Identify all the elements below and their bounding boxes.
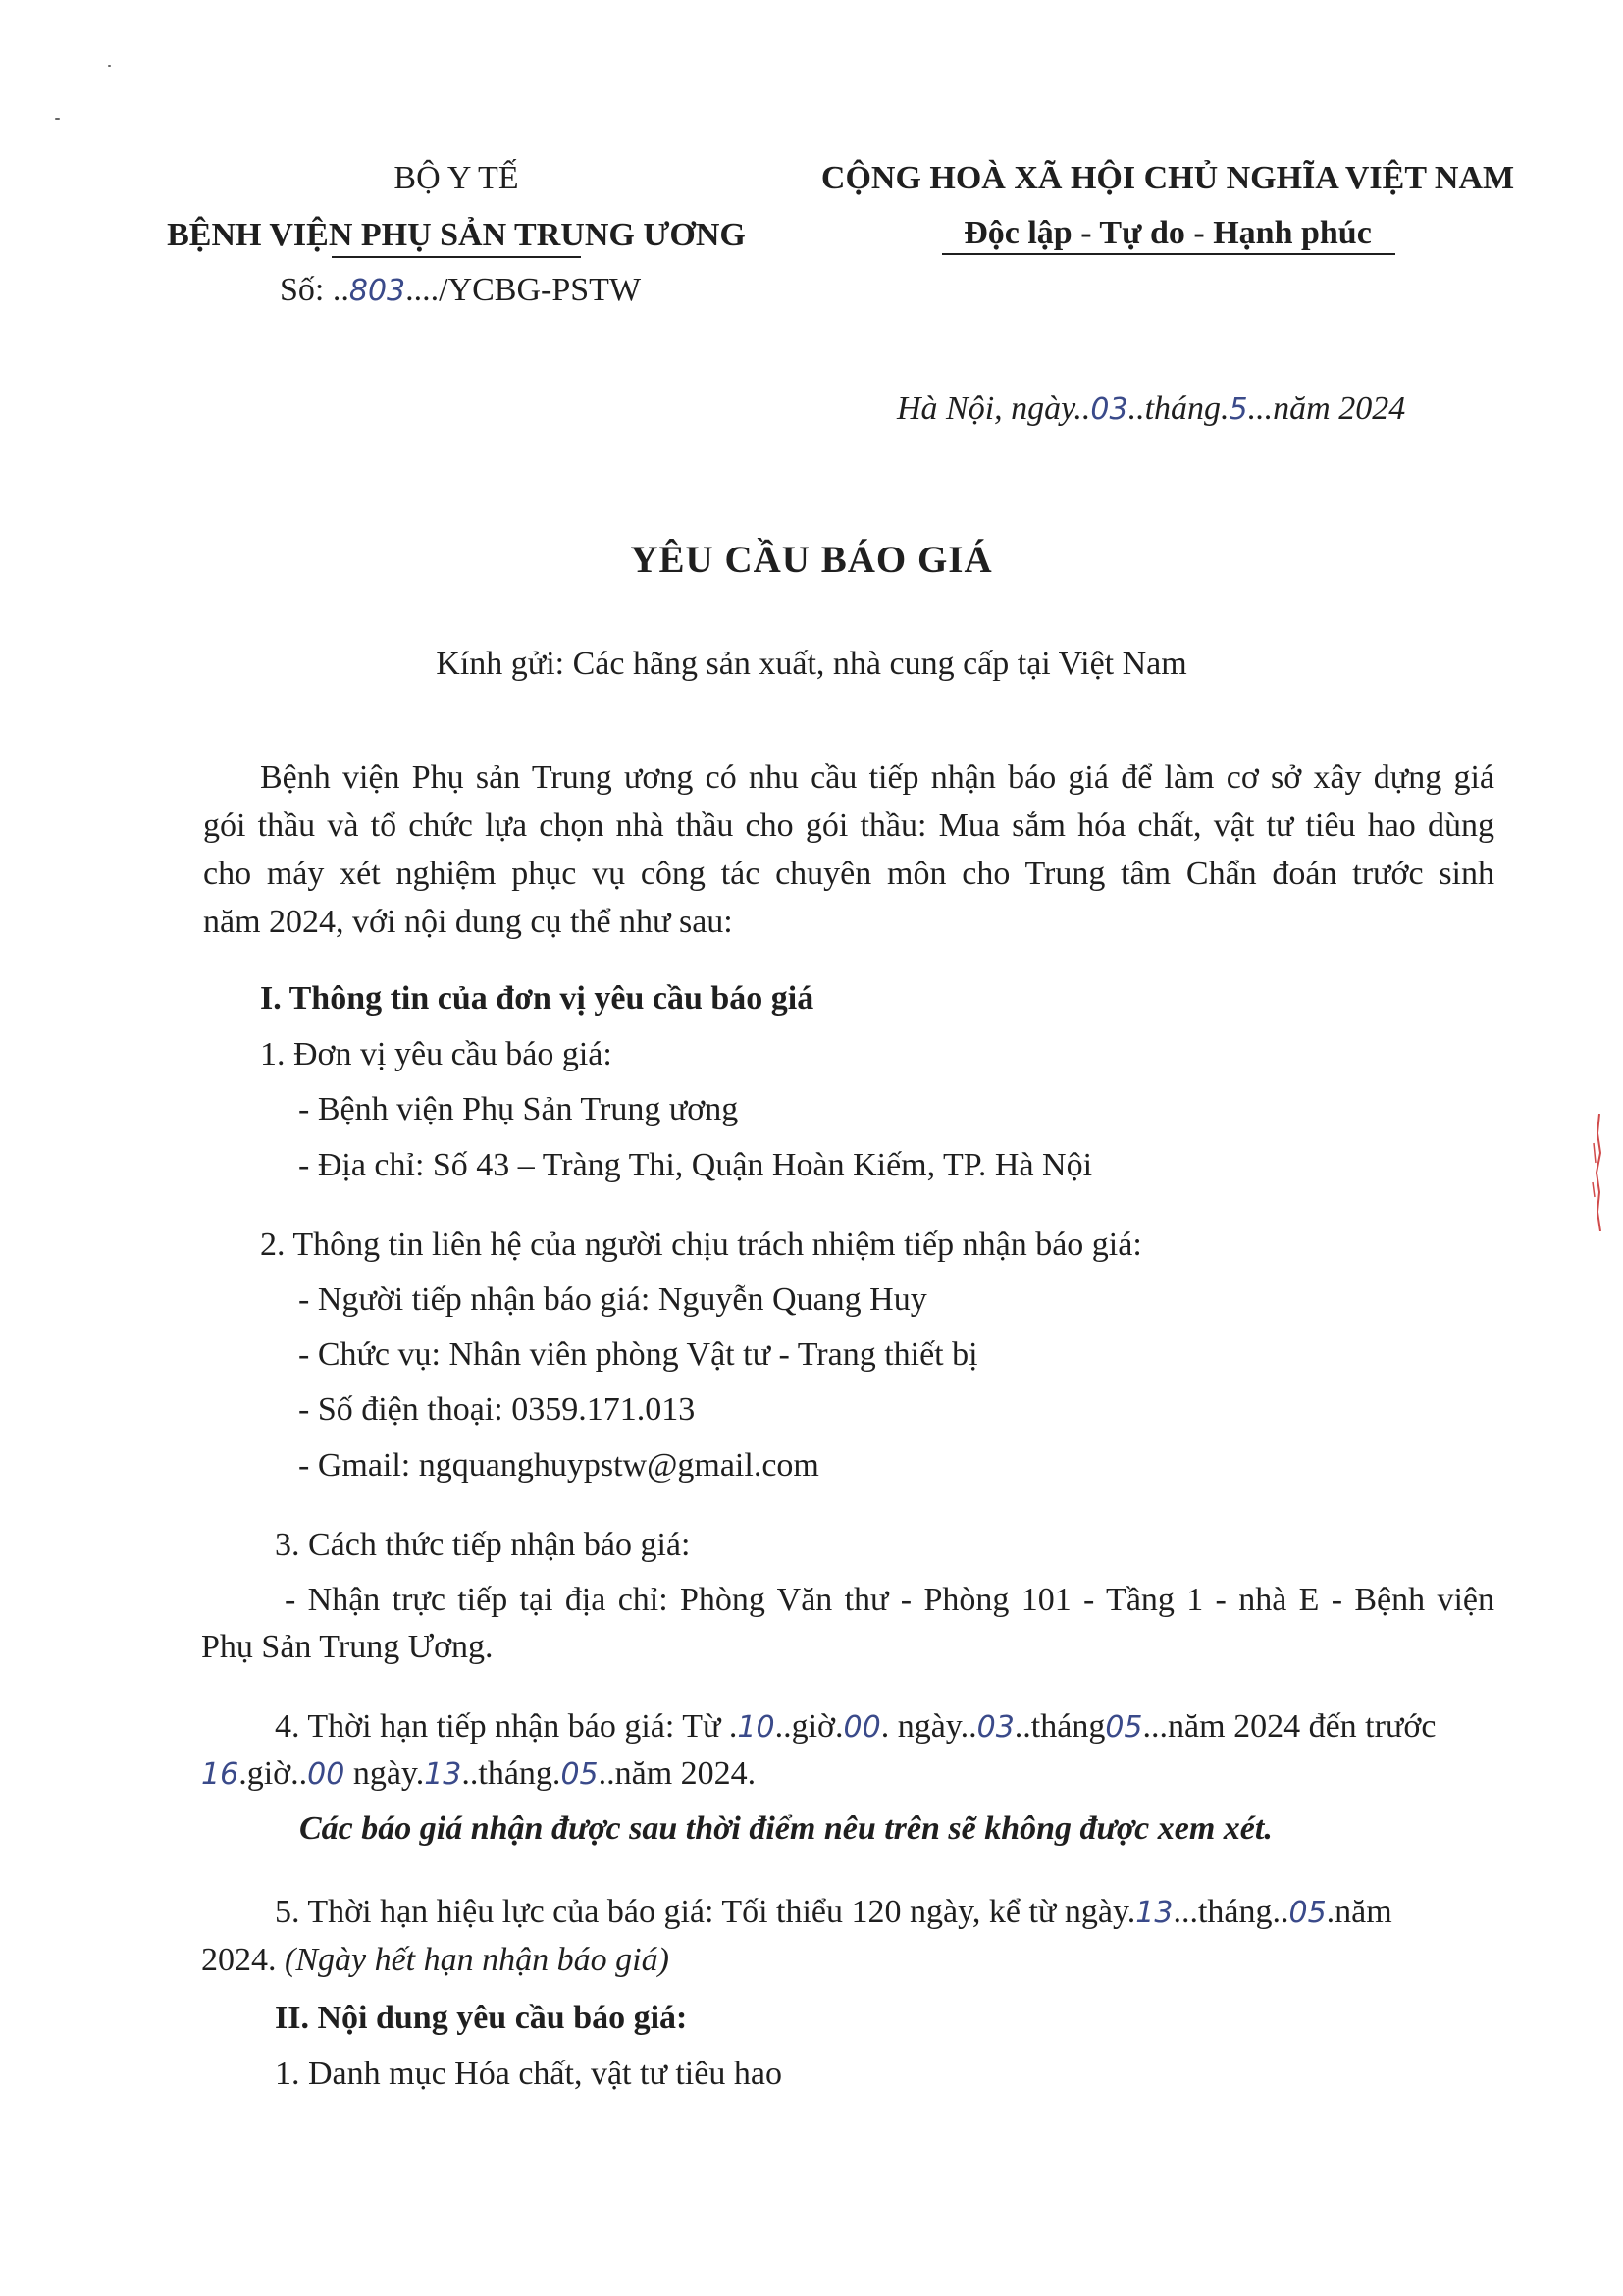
contact-gmail: - Gmail: ngquanghuypstw@gmail.com	[298, 1447, 819, 1484]
validity-note: (Ngày hết hạn nhận báo giá)	[285, 1942, 669, 1978]
receive-deadline-line-2: 16.giờ..00 ngày.13..tháng.05..năm 2024.	[201, 1755, 757, 1792]
contact-position: - Chức vụ: Nhân viên phòng Vật tư - Trang thiết bị	[298, 1336, 978, 1373]
scan-speck	[55, 118, 60, 120]
requester-name: - Bệnh viện Phụ Sản Trung ương	[298, 1091, 739, 1127]
handwritten-start-month: 05	[1105, 1710, 1143, 1745]
handwritten-day: 03	[1090, 392, 1128, 427]
red-stamp-fragment	[1590, 1114, 1605, 1231]
receive-method-line-2: Phụ Sản Trung Ương.	[201, 1629, 494, 1665]
section-1-heading: I. Thông tin của đơn vị yêu cầu báo giá	[260, 980, 814, 1017]
handwritten-start-minute: 00	[843, 1710, 881, 1745]
nation-name: CỘNG HOÀ XÃ HỘI CHỦ NGHĨA VIỆT NAM	[820, 160, 1515, 196]
section-2-item-1: 1. Danh mục Hóa chất, vật tư tiêu hao	[275, 2056, 782, 2092]
receive-method-line-1: - Nhận trực tiếp tại địa chỉ: Phòng Văn thư - Phòng 101 - Tầng 1 - nhà E - Bệnh viện	[285, 1582, 1494, 1618]
handwritten-validity-day: 13	[1135, 1896, 1174, 1930]
handwritten-validity-month: 05	[1288, 1896, 1327, 1930]
motto-underline	[942, 253, 1395, 255]
handwritten-end-month: 05	[560, 1757, 599, 1792]
section-1-item-2: 2. Thông tin liên hệ của người chịu trách nhiệm tiếp nhận báo giá:	[260, 1226, 1142, 1263]
intro-line-3: cho máy xét nghiệm phục vụ công tác chuyên môn cho Trung tâm Chẩn đoán trước sinh	[203, 856, 1494, 892]
late-submission-notice: Các báo giá nhận được sau thời điểm nêu trên sẽ không được xem xét.	[299, 1810, 1273, 1847]
validity-line-1: 5. Thời hạn hiệu lực của báo giá: Tối thiểu 120 ngày, kể từ ngày.13...tháng..05.năm	[275, 1894, 1392, 1930]
ministry-name: BỘ Y TẾ	[393, 160, 519, 196]
document-title: YÊU CẦU BÁO GIÁ	[630, 539, 993, 581]
section-1-item-3: 3. Cách thức tiếp nhận báo giá:	[275, 1527, 691, 1563]
receive-deadline-line-1: 4. Thời hạn tiếp nhận báo giá: Từ .10..giờ.00. ngày..03..tháng05...năm 2024 đến trước	[275, 1708, 1437, 1745]
document-number: Số: ..803..../YCBG-PSTW	[280, 272, 642, 308]
handwritten-end-hour: 16	[201, 1757, 239, 1792]
intro-line-2: gói thầu và tổ chức lựa chọn nhà thầu cho gói thầu: Mua sắm hóa chất, vật tư tiêu hao dùng	[203, 808, 1494, 844]
handwritten-end-day: 13	[424, 1757, 462, 1792]
contact-person: - Người tiếp nhận báo giá: Nguyễn Quang Huy	[298, 1281, 927, 1318]
section-1-item-1: 1. Đơn vị yêu cầu báo giá:	[260, 1036, 612, 1072]
handwritten-month: 5	[1229, 392, 1248, 427]
requester-address: - Địa chỉ: Số 43 – Tràng Thi, Quận Hoàn Kiếm, TP. Hà Nội	[298, 1147, 1093, 1183]
intro-line-1: Bệnh viện Phụ sản Trung ương có nhu cầu tiếp nhận báo giá để làm cơ sở xây dựng giá	[260, 759, 1494, 796]
handwritten-number: 803	[348, 274, 406, 308]
handwritten-end-minute: 00	[307, 1757, 345, 1792]
handwritten-start-day: 03	[976, 1710, 1015, 1745]
national-motto: Độc lập - Tự do - Hạnh phúc	[964, 215, 1372, 251]
validity-line-2: 2024. (Ngày hết hạn nhận báo giá)	[201, 1942, 669, 1978]
handwritten-start-hour: 10	[737, 1710, 775, 1745]
hospital-name: BỆNH VIỆN PHỤ SẢN TRUNG ƯƠNG	[167, 217, 746, 253]
recipient-line: Kính gửi: Các hãng sản xuất, nhà cung cấp tại Việt Nam	[436, 646, 1187, 682]
date-line: Hà Nội, ngày..03..tháng.5...năm 2024	[897, 391, 1406, 427]
hospital-underline	[332, 256, 581, 258]
scan-speck	[108, 65, 111, 67]
section-2-heading: II. Nội dung yêu cầu báo giá:	[275, 2000, 688, 2036]
contact-phone: - Số điện thoại: 0359.171.013	[298, 1391, 696, 1428]
intro-line-4: năm 2024, với nội dung cụ thể như sau:	[203, 904, 733, 940]
